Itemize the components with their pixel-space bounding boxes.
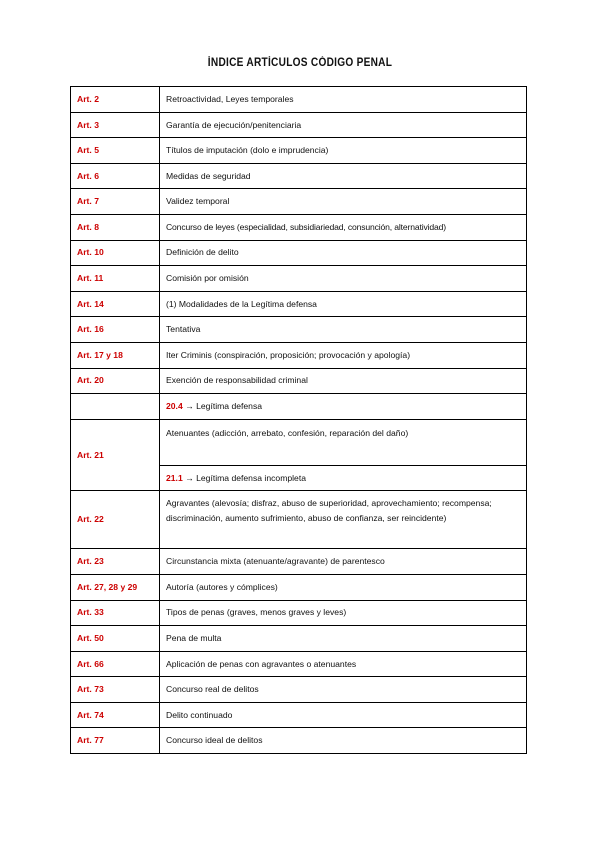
article-description: Circunstancia mixta (atenuante/agravante) de parentesco	[160, 549, 527, 575]
article-subsection	[160, 465, 527, 491]
table-row	[71, 574, 527, 600]
article-description: Retroactividad, Leyes temporales	[160, 87, 527, 113]
article-number: Art. 7	[71, 189, 160, 215]
table-row	[71, 651, 527, 677]
article-number: Art. 14	[71, 291, 160, 317]
article-subsection	[160, 394, 527, 420]
article-number: Art. 66	[71, 651, 160, 677]
article-description: Autoría (autores y cómplices)	[160, 574, 527, 600]
article-description: Comisión por omisión	[160, 266, 527, 292]
article-description: Concurso ideal de delitos	[160, 728, 527, 754]
table-row	[71, 702, 527, 728]
table-row	[71, 342, 527, 368]
article-number: Art. 3	[71, 112, 160, 138]
article-description: Atenuantes (adicción, arrebato, confesión, reparación del daño)	[160, 419, 527, 465]
article-description: Concurso real de delitos	[160, 677, 527, 703]
table-row	[71, 291, 527, 317]
article-number: Art. 11	[71, 266, 160, 292]
article-number: Art. 16	[71, 317, 160, 343]
subsection-text: → Legítima defensa incompleta	[185, 472, 306, 483]
table-row	[71, 394, 527, 420]
subsection-number: 21.1	[166, 472, 183, 483]
table-row	[71, 214, 527, 240]
article-number: Art. 27, 28 y 29	[71, 574, 160, 600]
table-row	[71, 626, 527, 652]
article-description: Delito continuado	[160, 702, 527, 728]
table-row	[71, 112, 527, 138]
article-description: Garantía de ejecución/penitenciaria	[160, 112, 527, 138]
subsection-text: → Legítima defensa	[185, 401, 263, 412]
article-number: Art. 2	[71, 87, 160, 113]
article-number: Art. 77	[71, 728, 160, 754]
article-description: Exención de responsabilidad criminal	[160, 368, 527, 394]
table-row	[71, 677, 527, 703]
table-row	[71, 419, 527, 465]
article-number: Art. 5	[71, 138, 160, 164]
article-description: Medidas de seguridad	[160, 163, 527, 189]
article-number: Art. 17 y 18	[71, 342, 160, 368]
article-description: Concurso de leyes (especialidad, subsidiariedad, consunción, alternatividad)	[160, 214, 527, 240]
table-row	[71, 491, 527, 549]
article-description: Definición de delito	[160, 240, 527, 266]
article-number: Art. 74	[71, 702, 160, 728]
articles-table	[70, 86, 527, 754]
article-description: Aplicación de penas con agravantes o atenuantes	[160, 651, 527, 677]
table-row	[71, 240, 527, 266]
article-description: Tipos de penas (graves, menos graves y leves)	[160, 600, 527, 626]
table-row	[71, 163, 527, 189]
article-number: Art. 10	[71, 240, 160, 266]
page-title: ÍNDICE ARTÍCULOS CÓDIGO PENAL	[207, 57, 393, 69]
table-row	[71, 549, 527, 575]
article-number: Art. 8	[71, 214, 160, 240]
article-description: Agravantes (alevosía; disfraz, abuso de superioridad, aprovechamiento; recompensa; discriminación, aumento sufrimiento, abuso de confianza, ser reincidente)	[160, 491, 527, 549]
table-row	[71, 600, 527, 626]
table-row	[71, 368, 527, 394]
article-number: Art. 20	[71, 368, 160, 394]
article-description: Títulos de imputación (dolo e imprudencia)	[160, 138, 527, 164]
table-row	[71, 189, 527, 215]
article-number: Art. 22	[71, 491, 160, 549]
table-row	[71, 266, 527, 292]
article-description: (1) Modalidades de la Legítima defensa	[160, 291, 527, 317]
table-row	[71, 87, 527, 113]
table-row	[71, 138, 527, 164]
article-description: Iter Criminis (conspiración, proposición; provocación y apología)	[160, 342, 527, 368]
table-row	[71, 728, 527, 754]
article-description: Pena de multa	[160, 626, 527, 652]
article-number: Art. 6	[71, 163, 160, 189]
article-number: Art. 50	[71, 626, 160, 652]
article-number: Art. 23	[71, 549, 160, 575]
article-description: Tentativa	[160, 317, 527, 343]
subsection-number: 20.4	[166, 401, 183, 412]
article-number: Art. 33	[71, 600, 160, 626]
empty-cell	[71, 394, 160, 420]
article-description: Validez temporal	[160, 189, 527, 215]
article-number: Art. 73	[71, 677, 160, 703]
article-number: Art. 21	[71, 419, 160, 491]
table-row	[71, 317, 527, 343]
